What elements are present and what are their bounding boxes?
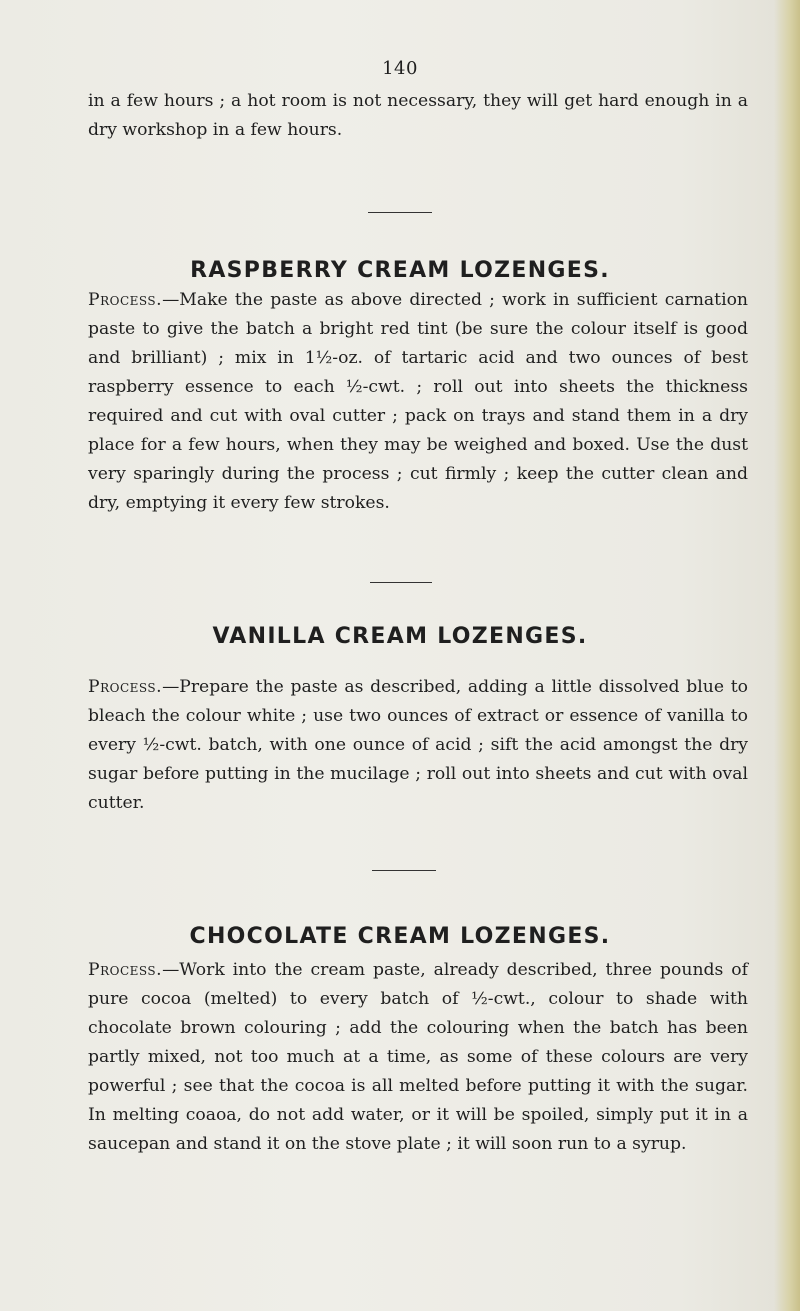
process-text: —Work into the cream paste, already described, three pounds of pure cocoa (melted) to every batch of ½-cwt., colour to shade with chocolate brown colouring ; add the colouring when the batch has been partly mixed, not too much at a time, as some of these colours are very powerful ; see that the cocoa is all melted before putting it with the sugar. In melting coaoa, do not add water, or it will be spoiled, simply put it in a saucepan and stand it on the stove plate ; it will soon run to a syrup. — [88, 960, 748, 1154]
section-heading-chocolate: CHOCOLATE CREAM LOZENGES. — [189, 924, 611, 949]
process-label: Process. — [88, 290, 163, 310]
intro-paragraph: in a few hours ; a hot room is not necessary, they will get hard enough in a dry workshop in a few hours. — [88, 91, 748, 140]
section-body-vanilla — [88, 673, 748, 818]
page-number: 140 — [382, 58, 418, 79]
page-edge — [774, 0, 800, 1311]
section-divider — [368, 212, 432, 213]
section-body-raspberry — [88, 286, 748, 518]
section-heading-raspberry: RASPBERRY CREAM LOZENGES. — [190, 258, 610, 283]
process-text: —Make the paste as above directed ; work in sufficient carnation paste to give the batch a bright red tint (be sure the colour itself is good and brilliant) ; mix in 1½-oz. of tartaric acid and two ounces of best raspberry essence to each ½-cwt. ; roll out into sheets the thickness required and cut with oval cutter ; pack on trays and stand them in a dry place for a few hours, when they may be weighed and boxed. Use the dust very sparingly during the process ; cut firmly ; keep the cutter clean and dry, emptying it every few strokes. — [88, 290, 748, 513]
section-divider — [372, 870, 436, 871]
process-label: Process. — [88, 960, 163, 980]
section-body-chocolate — [88, 956, 748, 1159]
section-divider — [370, 582, 432, 583]
process-label: Process. — [88, 677, 163, 697]
process-text: —Prepare the paste as described, adding a little dissolved blue to bleach the colour white ; use two ounces of extract or essence of vanilla to every ½-cwt. batch, with one ounce of acid ; sift the acid amongst the dry sugar before putting in the mucilage ; roll out into sheets and cut with oval cutter. — [88, 677, 748, 813]
section-heading-vanilla: VANILLA CREAM LOZENGES. — [212, 624, 588, 649]
